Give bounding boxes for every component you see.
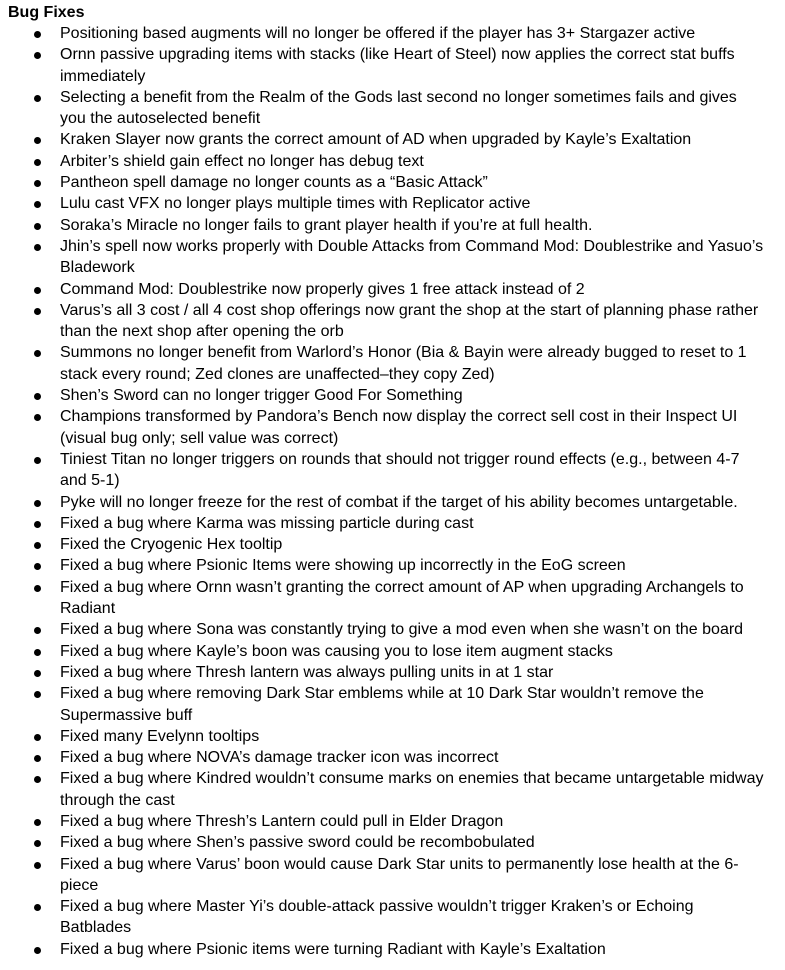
list-item-text: Fixed a bug where Shen’s passive sword could be recombobulated — [60, 834, 535, 852]
list-item — [8, 87, 765, 130]
list-item-text: Summons no longer benefit from Warlord’s Honor (Bia & Bayin were already bugged to reset to 1 stack every round; Zed clones are unaffected–they copy Zed) — [60, 344, 747, 383]
list-item-text: Command Mod: Doublestrike now properly gives 1 free attack instead of 2 — [60, 280, 585, 298]
bullet-icon — [34, 137, 41, 144]
list-item — [8, 854, 765, 897]
bullet-icon — [34, 627, 41, 634]
list-item-text: Shen’s Sword can no longer trigger Good For Something — [60, 387, 463, 405]
bullet-icon — [34, 563, 41, 570]
list-item — [8, 151, 765, 172]
list-item-text: Pyke will no longer freeze for the rest of combat if the target of his ability becomes untargetable. — [60, 493, 738, 511]
list-item-text: Fixed many Evelynn tooltips — [60, 727, 260, 745]
list-item — [8, 236, 765, 279]
list-item-text: Fixed a bug where Karma was missing particle during cast — [60, 514, 474, 532]
list-item-text: Fixed a bug where Thresh lantern was always pulling units in at 1 star — [60, 663, 554, 681]
document — [8, 2, 778, 960]
list-item — [8, 449, 765, 492]
list-item — [8, 619, 765, 640]
list-item-text: Fixed the Cryogenic Hex tooltip — [60, 536, 283, 554]
list-item — [8, 193, 765, 214]
list-item — [8, 23, 765, 44]
list-item — [8, 811, 765, 832]
bullet-icon — [34, 585, 41, 592]
bullet-icon — [34, 52, 41, 59]
list-item — [8, 832, 765, 853]
list-item — [8, 279, 765, 300]
bullet-icon — [34, 840, 41, 847]
list-item-text: Positioning based augments will no longer be offered if the player has 3+ Stargazer active — [60, 25, 696, 42]
list-item-text: Jhin’s spell now works properly with Double Attacks from Command Mod: Doublestrike and Yasuo’s Bladework — [60, 237, 764, 277]
bullet-icon — [34, 755, 41, 762]
bullet-icon — [34, 393, 41, 400]
list-item-text: Fixed a bug where Master Yi’s double-attack passive wouldn’t trigger Kraken’s or Echoing Batblades — [60, 898, 694, 937]
list-item — [8, 747, 765, 768]
list-item — [8, 492, 765, 513]
bullet-icon — [34, 500, 41, 507]
bullet-icon — [34, 244, 41, 251]
list-item — [8, 939, 765, 960]
bullet-icon — [34, 287, 41, 294]
list-item — [8, 342, 765, 385]
list-item — [8, 300, 765, 343]
bullet-icon — [34, 542, 41, 549]
bullet-icon — [34, 734, 41, 741]
bullet-icon — [34, 95, 41, 102]
list-item-text: Lulu cast VFX no longer plays multiple times with Replicator active — [60, 195, 531, 213]
bullet-icon — [34, 223, 41, 230]
list-item — [8, 129, 765, 150]
list-item — [8, 215, 765, 236]
bullet-icon — [34, 350, 41, 357]
list-item-text: Varus’s all 3 cost / all 4 cost shop offerings now grant the shop at the start of planning phase rather than the next shop after opening the orb — [60, 301, 759, 341]
bullet-icon — [34, 521, 41, 528]
bullet-icon — [34, 180, 41, 187]
list-item-text: Fixed a bug where NOVA’s damage tracker icon was incorrect — [60, 749, 499, 767]
bullet-icon — [34, 691, 41, 698]
list-item — [8, 662, 765, 683]
list-item — [8, 577, 765, 620]
bullet-icon — [34, 947, 41, 954]
section-heading: Bug Fixes — [8, 4, 85, 21]
list-item-text: Tiniest Titan no longer triggers on rounds that should not trigger round effects (e.g., between 4-7 and 5-1) — [60, 450, 740, 490]
list-item-text: Kraken Slayer now grants the correct amount of AD when upgraded by Kayle’s Exaltation — [60, 131, 692, 149]
bullet-icon — [34, 414, 41, 421]
list-item-text: Selecting a benefit from the Realm of the Gods last second no longer sometimes fails and gives you the autoselected benefit — [60, 88, 737, 128]
bullet-icon — [34, 776, 41, 783]
list-item-text: Fixed a bug where Psionic items were turning Radiant with Kayle’s Exaltation — [60, 940, 606, 958]
list-item — [8, 534, 765, 555]
list-item-text: Fixed a bug where Psionic Items were showing up incorrectly in the EoG screen — [60, 557, 626, 575]
list-item — [8, 768, 765, 811]
list-item-text: Fixed a bug where Thresh’s Lantern could pull in Elder Dragon — [60, 812, 504, 830]
list-item-text: Pantheon spell damage no longer counts as a “Basic Attack” — [60, 174, 488, 192]
bullet-icon — [34, 159, 41, 166]
list-item-text: Arbiter’s shield gain effect no longer has debug text — [60, 152, 424, 170]
list-item-text: Ornn passive upgrading items with stacks (like Heart of Steel) now applies the correct stat buffs immediately — [60, 46, 735, 85]
list-item-text: Soraka’s Miracle no longer fails to grant player health if you’re at full health. — [60, 216, 593, 234]
list-item — [8, 896, 765, 939]
list-item-text: Fixed a bug where Sona was constantly trying to give a mod even when she wasn’t on the board — [60, 621, 744, 639]
bullet-icon — [34, 201, 41, 208]
list-item — [8, 683, 765, 726]
list-item-text: Fixed a bug where Kindred wouldn’t consume marks on enemies that became untargetable midway through the cast — [60, 770, 764, 809]
list-item — [8, 385, 765, 406]
bullet-icon — [34, 904, 41, 911]
list-item — [8, 513, 765, 534]
list-item — [8, 406, 765, 449]
bullet-icon — [34, 862, 41, 869]
list-item — [8, 44, 765, 87]
list-item — [8, 641, 765, 662]
bullet-icon — [34, 457, 41, 464]
bullet-icon — [34, 31, 41, 38]
list-item — [8, 555, 765, 576]
list-item-text: Fixed a bug where Ornn wasn’t granting the correct amount of AP when upgrading Archangels to Radiant — [60, 578, 744, 618]
list-item-text: Fixed a bug where removing Dark Star emblems while at 10 Dark Star wouldn’t remove the Supermassive buff — [60, 685, 704, 724]
list-item-text: Fixed a bug where Kayle’s boon was causing you to lose item augment stacks — [60, 642, 613, 660]
bug-fix-list — [8, 23, 778, 960]
list-item-text: Fixed a bug where Varus’ boon would cause Dark Star units to permanently lose health at the 6-piece — [60, 855, 739, 894]
bullet-icon — [34, 819, 41, 826]
bullet-icon — [34, 649, 41, 656]
list-item-text: Champions transformed by Pandora’s Bench now display the correct sell cost in their Inspect UI (visual bug only; sell value was correct) — [60, 408, 738, 447]
list-item — [8, 726, 765, 747]
list-item — [8, 172, 765, 193]
bullet-icon — [34, 670, 41, 677]
bullet-icon — [34, 308, 41, 315]
